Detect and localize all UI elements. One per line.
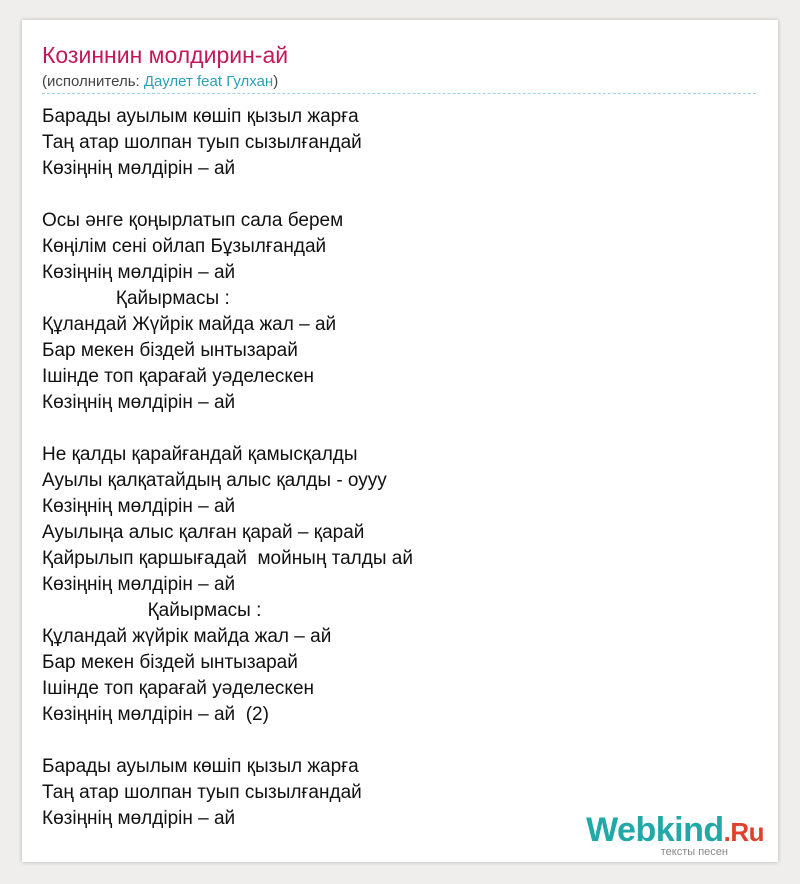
lyric-line: Көзіңнің мөлдірін – ай <box>42 574 236 595</box>
song-title: Козиннин молдирин-ай <box>42 42 289 68</box>
logo-tld: .Ru <box>723 817 764 847</box>
lyric-line <box>42 728 413 754</box>
lyric-line <box>42 182 413 208</box>
lyric-line: Құландай жүйрік майда жал – ай <box>42 626 332 647</box>
lyric-line: Барады ауылым көшіп қызыл жарға <box>42 106 359 127</box>
lyric-line: Ішінде топ қарағай уәделескен <box>42 678 315 699</box>
logo-brand-name: Webkind <box>586 811 724 849</box>
lyric-line: Таң атар шолпан туып сызылғандай <box>42 132 362 153</box>
lyric-line: Осы әнге қоңырлатып сала берем <box>42 210 344 231</box>
performer-prefix: (исполнитель: <box>42 73 144 90</box>
lyric-line: Қайырмасы : <box>42 600 262 621</box>
lyric-line: Барады ауылым көшіп қызыл жарға <box>42 756 359 777</box>
lyric-line: Бар мекен біздей ынтызарай <box>42 340 298 361</box>
performer-line <box>42 73 278 90</box>
performer-link[interactable]: Даулет feat Гулхан <box>143 73 274 90</box>
lyric-line: Көзіңнің мөлдірін – ай <box>42 496 236 517</box>
logo-brand <box>586 812 764 850</box>
lyric-line: Көңілім сені ойлап Бұзылғандай <box>42 236 327 257</box>
lyric-line: Көзіңнің мөлдірін – ай <box>42 808 236 829</box>
divider <box>42 93 756 94</box>
performer-suffix: ) <box>273 73 279 90</box>
lyric-line: Көзіңнің мөлдірін – ай <box>42 158 236 179</box>
lyrics-text <box>42 104 413 832</box>
lyric-line: Бар мекен біздей ынтызарай <box>42 652 298 673</box>
lyric-line: Көзіңнің мөлдірін – ай <box>42 392 236 413</box>
lyric-line: Ауылы қалқатайдың алыс қалды - оууу <box>42 470 387 491</box>
lyric-line <box>42 416 413 442</box>
logo-tagline: тексты песен <box>660 846 728 858</box>
lyric-line: Ішінде топ қарағай уәделескен <box>42 366 315 387</box>
webkind-logo[interactable] <box>586 812 764 858</box>
lyric-line: Көзіңнің мөлдірін – ай <box>42 262 236 283</box>
lyric-line: Құландай Жүйрік майда жал – ай <box>42 314 337 335</box>
lyric-line: Қайырмасы : <box>42 288 230 309</box>
lyric-line: Қайрылып қаршығадай мойның талды ай <box>42 548 413 569</box>
lyric-line: Көзіңнің мөлдірін – ай (2) <box>42 704 269 725</box>
lyric-line: Не қалды қарайғандай қамысқалды <box>42 444 358 465</box>
lyric-line: Ауылыңа алыс қалған қарай – қарай <box>42 522 365 543</box>
lyric-line: Таң атар шолпан туып сызылғандай <box>42 782 362 803</box>
lyrics-card <box>22 20 778 862</box>
